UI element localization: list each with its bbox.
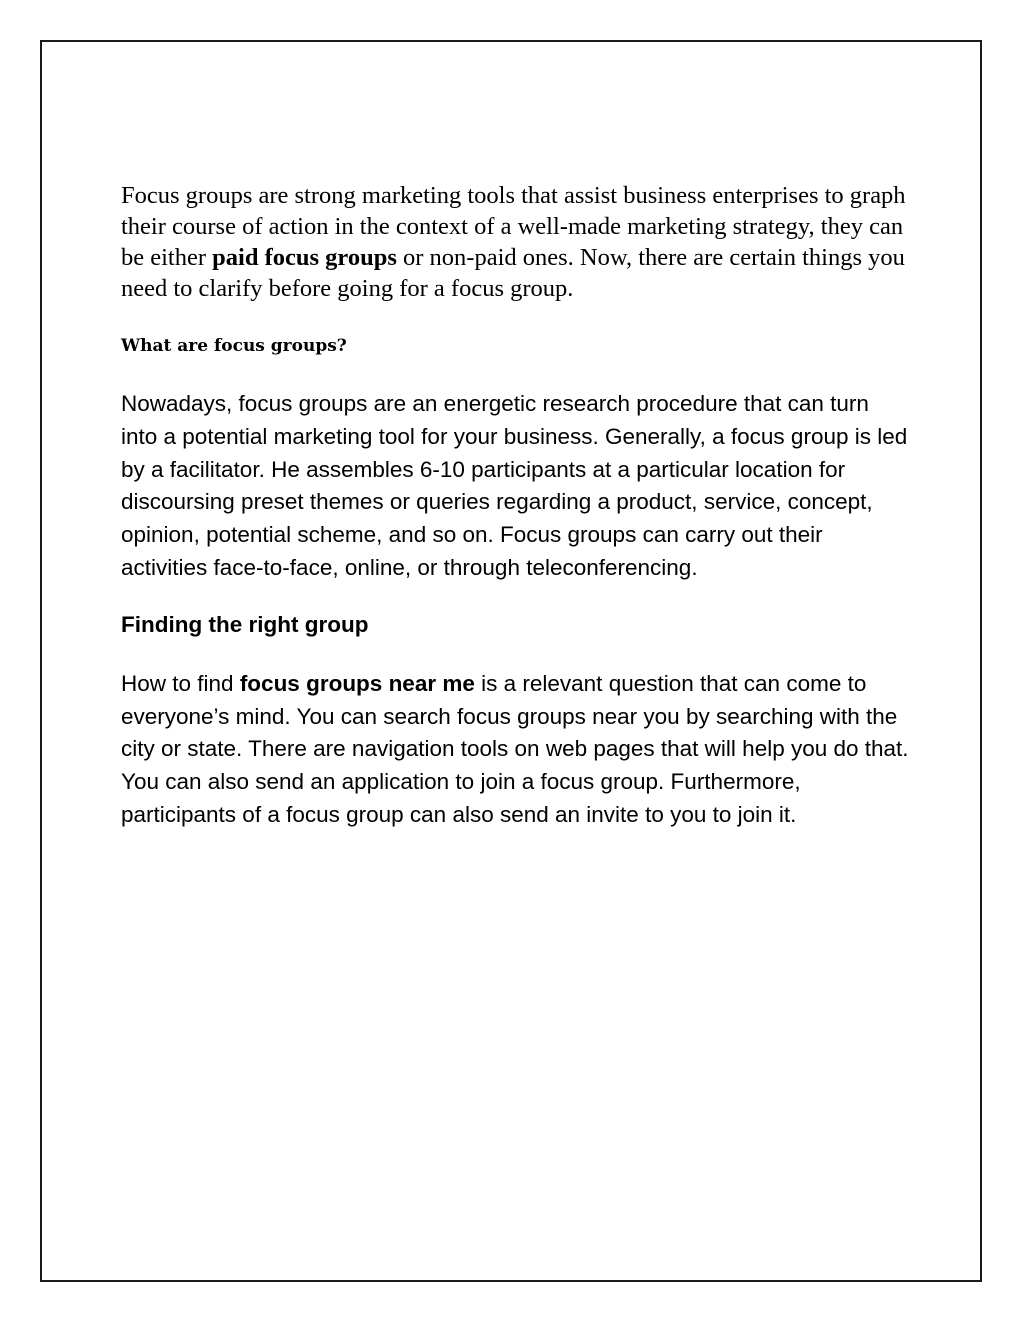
intro-text-end: or non-paid ones. Now, there are certain things you need to clarify before going for a focus group. <box>121 244 905 302</box>
intro-text-start: Focus groups are strong marketing tools that assist business enterprises to graph their course of action in the context of a well-made marketing strategy, they can be either <box>121 182 906 271</box>
section-paragraph-what-are-focus-groups: Nowadays, focus groups are an energetic research procedure that can turn into a potential marketing tool for your business. Generally, a focus group is led by a facilitator. He assembles 6-10 participants at a particular location for discoursing preset themes or queries regarding a product, service, concept, opinion, potential scheme, and so on. Focus groups can carry out their activities face-to-face, online, or through teleconferencing. <box>121 391 908 580</box>
section-paragraph-finding-right-group <box>121 668 911 832</box>
document-body <box>121 180 911 832</box>
paragraph-bold-phrase: focus groups near me <box>239 670 475 696</box>
intro-bold-phrase: paid focus groups <box>212 244 397 271</box>
paragraph-text-end: is a relevant question that can come to everyone’s mind. You can search focus groups near you by searching with the city or state. There are navigation tools on web pages that will help you do that. You can also send an application to join a focus group. Furthermore, participants of a focus group can also send an invite to you to join it. <box>121 670 909 827</box>
section-heading-finding-right-group: Finding the right group <box>121 611 369 637</box>
intro-paragraph <box>121 180 911 304</box>
section-heading-what-are-focus-groups: What are focus groups? <box>121 336 347 356</box>
paragraph-text-start: How to find <box>121 670 240 696</box>
